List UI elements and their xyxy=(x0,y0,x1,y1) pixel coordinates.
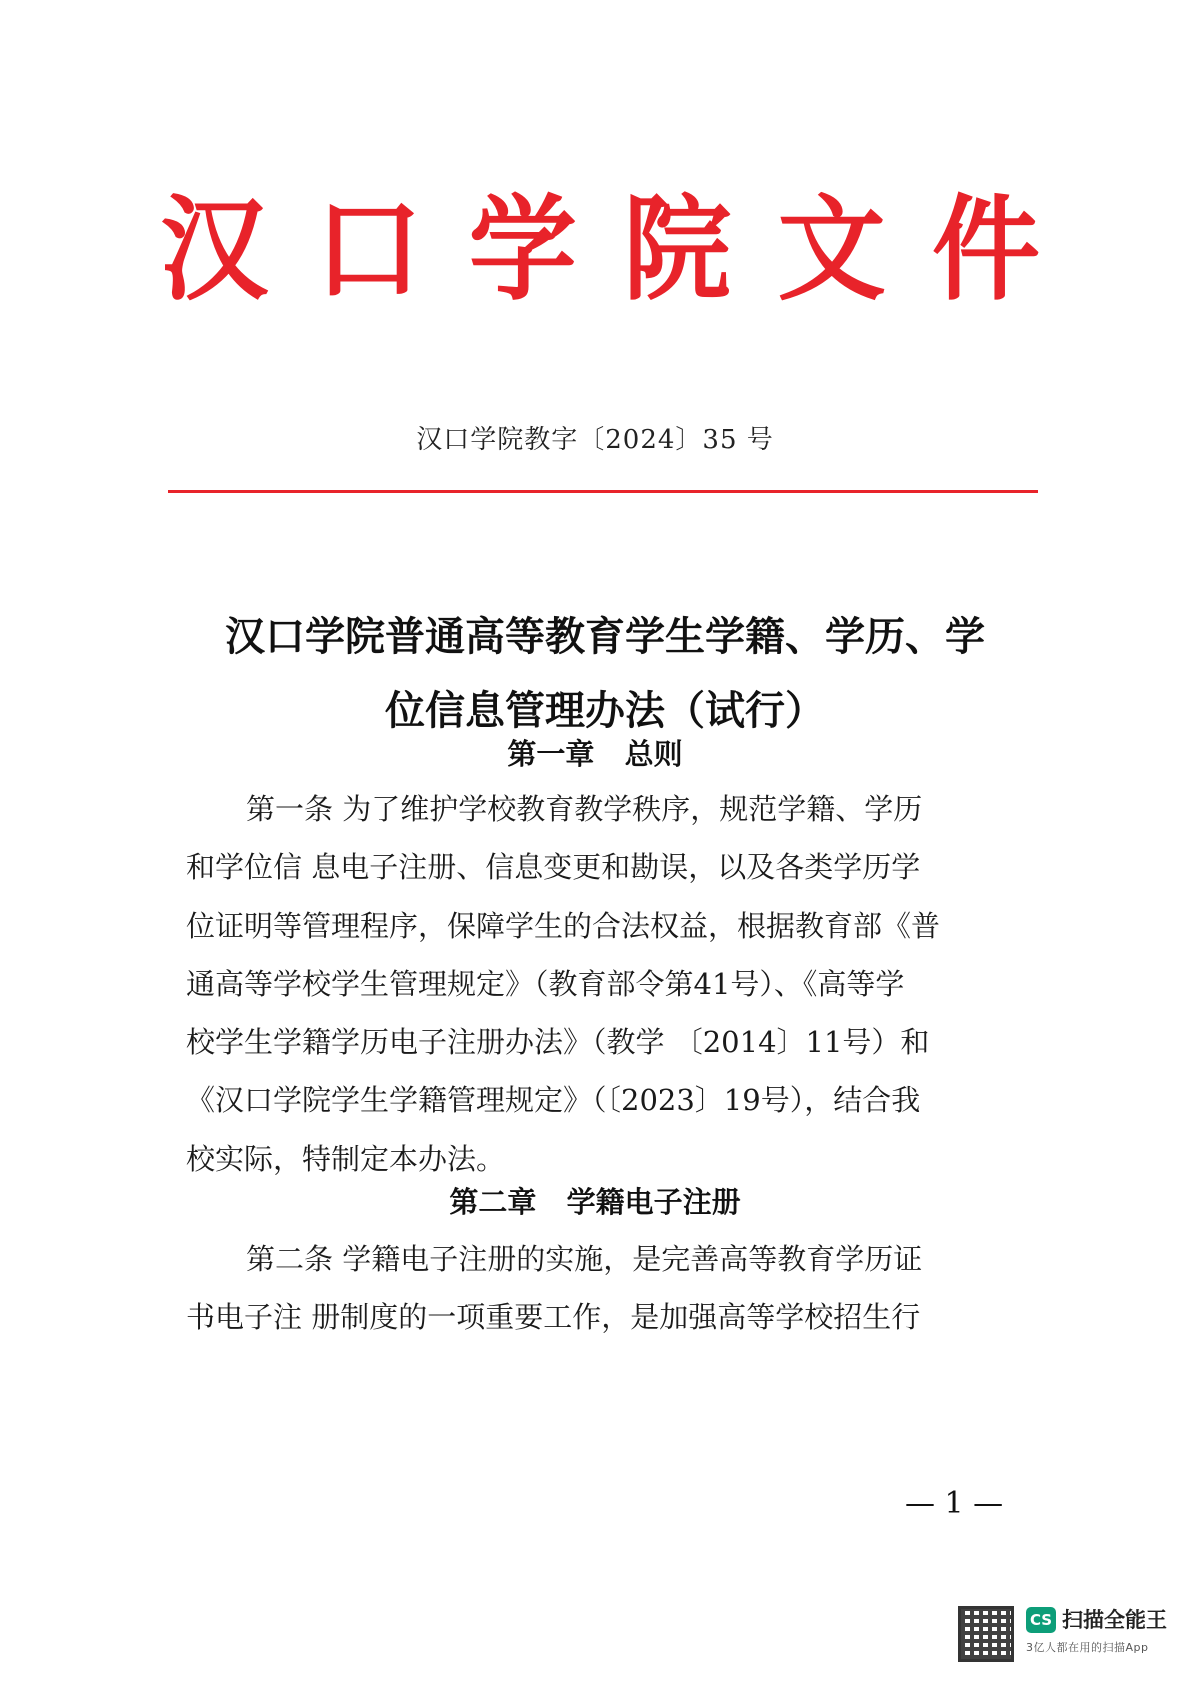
qr-code-icon xyxy=(958,1606,1014,1662)
paragraph-line: 《汉口学院学生学籍管理规定》（〔2023〕19号），结合我 xyxy=(186,1083,921,1118)
chapter-heading: 第一章 总则 xyxy=(507,737,683,771)
scanner-app-name: 扫描全能王 xyxy=(1062,1608,1167,1632)
paragraph-line: 通高等学校学生管理规定》（教育部令第41号）、《高等学 xyxy=(186,966,905,1001)
paragraph-line: 书电子注 册制度的一项重要工作，是加强高等学校招生行 xyxy=(186,1300,921,1335)
paragraph-line: 位证明等管理程序，保障学生的合法权益，根据教育部《普 xyxy=(186,908,941,943)
masthead-char: 件 xyxy=(931,183,1040,317)
document-masthead xyxy=(160,185,1040,315)
title-line: 汉口学院普通高等教育学生学籍、学历、学 xyxy=(225,613,985,660)
chapter-heading: 第二章 学籍电子注册 xyxy=(449,1185,741,1219)
paragraph-line: 和学位信 息电子注册、信息变更和勘误，以及各类学历学 xyxy=(186,850,921,885)
scanner-tagline: 3亿人都在用的扫描App xyxy=(1026,1641,1149,1654)
document-number: 汉口学院教字〔2024〕35 号 xyxy=(416,425,774,455)
title-line: 位信息管理办法（试行） xyxy=(385,687,825,734)
camscanner-logo-icon: CS xyxy=(1026,1607,1056,1633)
paragraph-line: 第二条 学籍电子注册的实施，是完善高等教育学历证 xyxy=(246,1242,923,1276)
red-divider xyxy=(168,490,1038,493)
paragraph-line: 第一条 为了维护学校教育教学秩序，规范学籍、学历 xyxy=(246,792,923,826)
page-number: — 1 — xyxy=(905,1486,1004,1521)
masthead-char: 学 xyxy=(468,183,577,317)
masthead-char: 文 xyxy=(777,183,886,317)
paragraph-line: 校实际，特制定本办法。 xyxy=(186,1141,506,1176)
masthead-char: 口 xyxy=(314,183,423,317)
document-title xyxy=(180,600,1030,748)
masthead-char: 汉 xyxy=(160,183,269,317)
article-2 xyxy=(186,1230,1016,1347)
article-1 xyxy=(186,780,1016,1188)
paragraph-line: 校学生学籍学历电子注册办法》（教学 〔2014〕11号）和 xyxy=(186,1025,930,1060)
masthead-char: 院 xyxy=(623,183,732,317)
